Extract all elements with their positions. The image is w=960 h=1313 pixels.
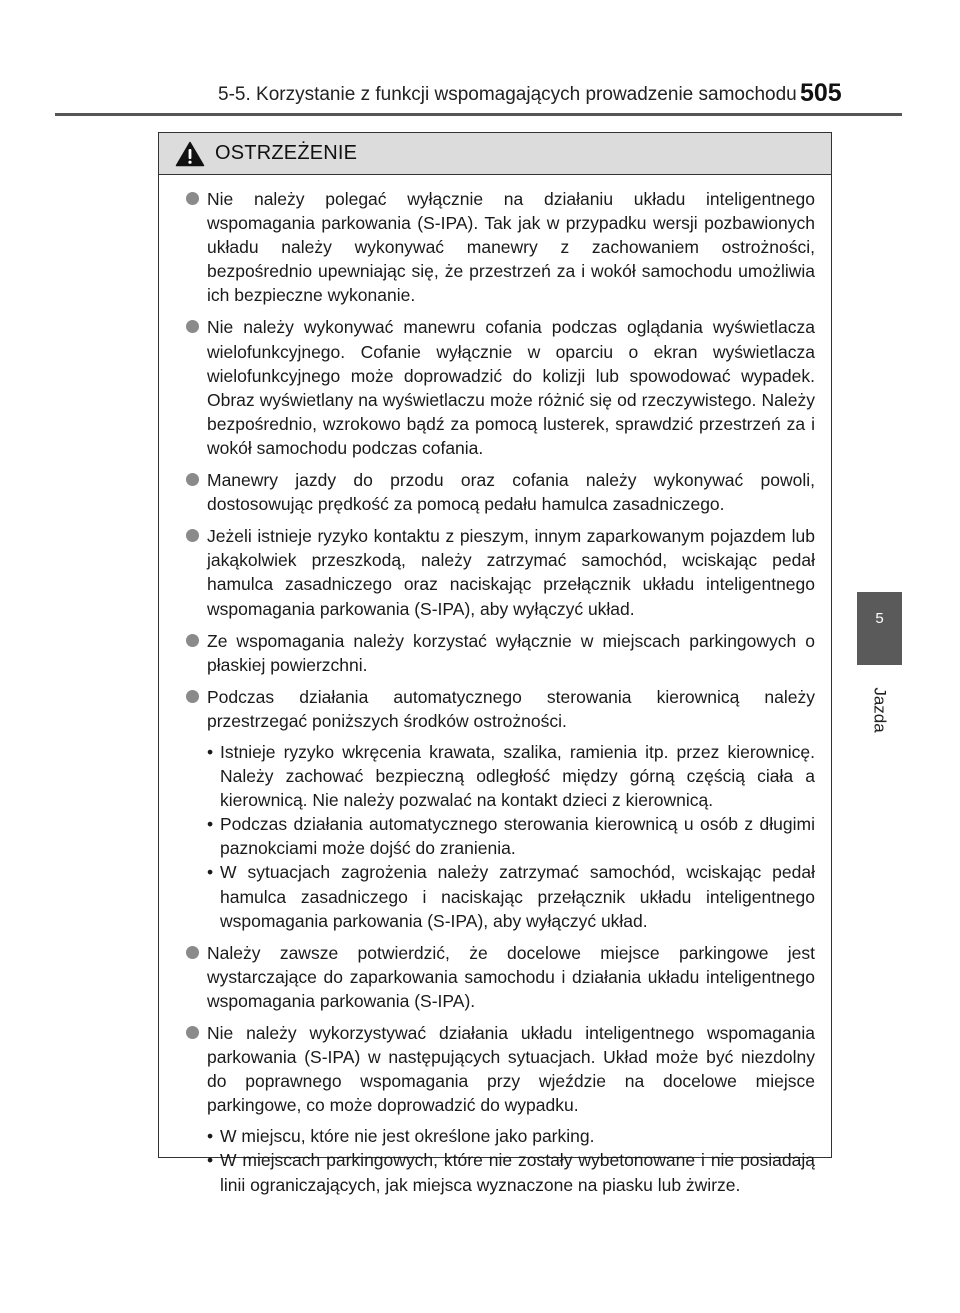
warning-list — [159, 175, 831, 1197]
bullet-icon — [186, 1026, 199, 1039]
warning-item-text: Jeżeli istnieje ryzyko kontaktu z pieszym, innym zaparkowanym pojazdem lub jakąkolwiek przeszkodą, należy zatrzymać samochód, wciskając pedał hamulca zasadniczego oraz naciskając przełącznik układu inteligentnego wspomagania parkowania (S-IPA), aby wyłączyć układ. — [207, 526, 815, 619]
warning-box — [158, 132, 832, 1195]
warning-subitem: • W miejscach parkingowych, które nie zostały wybetonowane i nie posiadają linii ograniczających, jak miejsca wyznaczone na piasku lub żwirze. — [207, 1148, 815, 1196]
bullet-icon — [186, 529, 199, 542]
warning-item — [185, 524, 815, 620]
page-number: 505 — [800, 79, 842, 107]
chapter-number: 5 — [875, 610, 884, 627]
chapter-label-text: Jazda — [870, 687, 890, 733]
section-title: 5-5. Korzystanie z funkcji wspomagających prowadzenie samochodu — [218, 84, 797, 105]
page-header — [0, 0, 960, 110]
warning-item-text: Należy zawsze potwierdzić, że docelowe miejsce parkingowe jest wystarczające do zaparkowania samochodu i działania układu inteligentnego wspomagania parkowania (S-IPA). — [207, 942, 815, 1011]
warning-item — [185, 685, 815, 933]
warning-item — [185, 187, 815, 307]
warning-item — [185, 1021, 815, 1197]
warning-item-text: Podczas działania automatycznego sterowania kierownicą należy przestrzegać poniższych środków ostrożności. — [207, 686, 815, 731]
header-divider — [55, 113, 902, 116]
warning-item — [185, 629, 815, 677]
warning-item-text: Nie należy wykorzystywać działania układu inteligentnego wspomagania parkowania (S-IPA) w następujących sytuacjach. Układ może być niezdolny do poprawnego wspomagania przy wjeździe na docelowe miejsce parkingowe, co może doprowadzić do wypadku. — [207, 1023, 815, 1116]
chapter-tab[interactable] — [857, 592, 902, 665]
warning-subitem: • Podczas działania automatycznego sterowania kierownicą u osób z długimi paznokciami może dojść do zranienia. — [207, 812, 815, 860]
warning-item-text: Ze wspomagania należy korzystać wyłącznie w miejscach parkingowych o płaskiej powierzchni. — [207, 630, 815, 675]
warning-title: OSTRZEŻENIE — [215, 142, 358, 164]
warning-item — [185, 315, 815, 460]
bullet-icon — [186, 320, 199, 333]
bullet-icon — [186, 473, 199, 486]
warning-item-text: Manewry jazdy do przodu oraz cofania należy wykonywać powoli, dostosowując prędkość za pomocą pedału hamulca zasadniczego. — [207, 470, 815, 515]
bullet-icon — [186, 690, 199, 703]
bullet-icon — [186, 192, 199, 205]
bullet-icon — [186, 634, 199, 647]
bullet-icon — [186, 946, 199, 959]
warning-triangle-icon — [175, 141, 205, 167]
warning-sublist — [207, 740, 815, 933]
warning-header — [159, 133, 831, 175]
warning-item-text: Nie należy wykonywać manewru cofania podczas oglądania wyświetlacza wielofunkcyjnego. Cofanie wyłącznie w oparciu o ekran wyświetlacza wielofunkcyjnego może doprowadzić do kolizji lub spowodować wypadek. Obraz wyświetlany na wyświetlaczu może różnić się od rzeczywistego. Należy bezpośrednio, wzrokowo bądź za pomocą lusterek, sprawdzić przestrzeń za i wokół samochodu podczas cofania. — [207, 317, 815, 458]
warning-subitem: • Istnieje ryzyko wkręcenia krawata, szalika, ramienia itp. przez kierownicę. Należy zachować bezpieczną odległość między górną częścią ciała a kierownicą. Nie należy pozwalać na kontakt dzieci z kierownicą. — [207, 740, 815, 812]
warning-subitem: • W miejscu, które nie jest określone jako parking. — [207, 1124, 815, 1148]
warning-item — [185, 941, 815, 1013]
warning-subitem: • W sytuacjach zagrożenia należy zatrzymać samochód, wciskając pedał hamulca zasadniczego i naciskając przełącznik układu inteligentnego wspomagania parkowania (S-IPA), aby wyłączyć układ. — [207, 860, 815, 932]
warning-item — [185, 468, 815, 516]
warning-sublist — [207, 1124, 815, 1196]
chapter-label — [858, 670, 901, 750]
warning-item-text: Nie należy polegać wyłącznie na działaniu układu inteligentnego wspomagania parkowania (S-IPA). Tak jak w przypadku wersji pozbawionych układu należy wykonywać manewry z zachowaniem ostrożności, bezpośrednio upewniając się, że przestrzeń za i wokół samochodu umożliwia ich bezpieczne wykonanie. — [207, 189, 815, 306]
